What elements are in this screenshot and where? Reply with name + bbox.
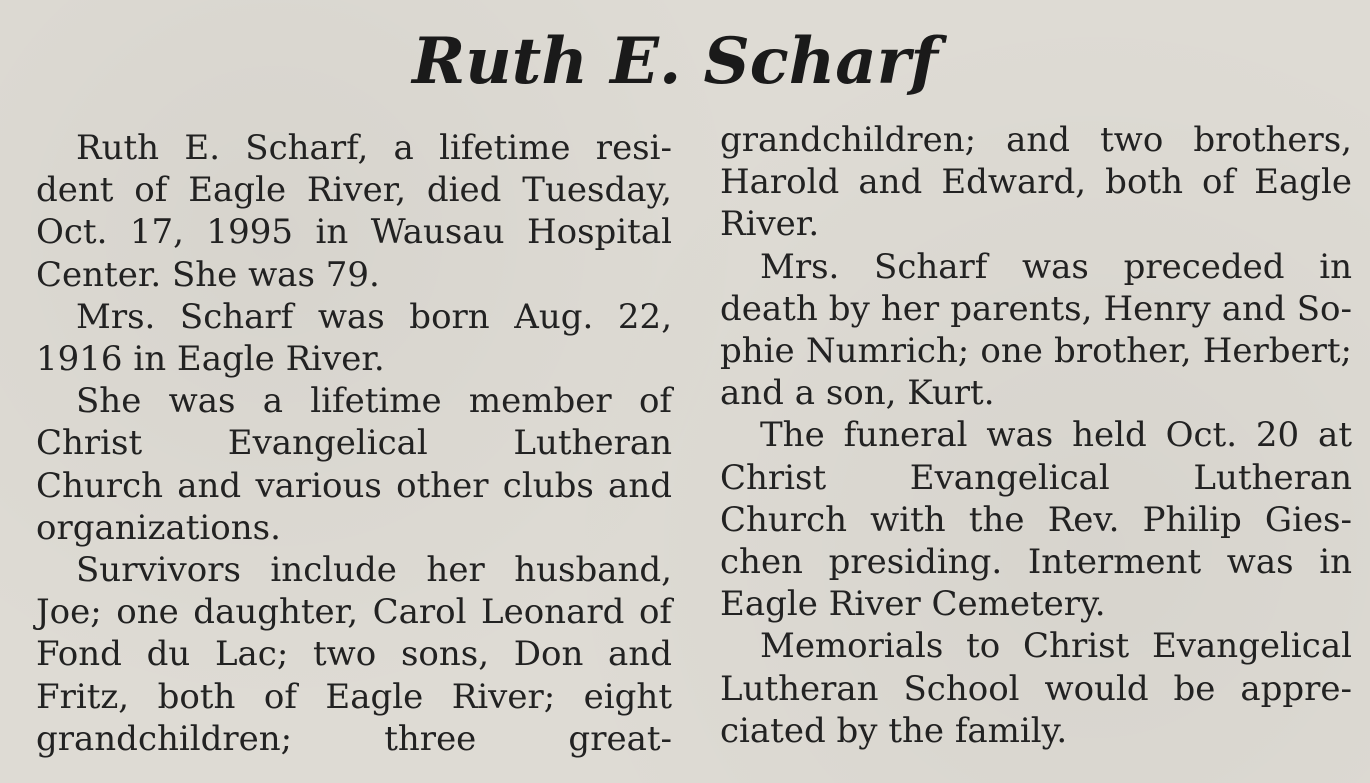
text-line: death by her parents, Henry and So- [720, 288, 1352, 329]
text-line: grandchildren; and two brothers, [720, 120, 1352, 160]
left-column [36, 127, 672, 760]
obituary-headline: Ruth E. Scharf [412, 24, 938, 99]
text-line: Ruth E. Scharf, a lifetime resi- [76, 128, 672, 168]
text-line: ciated by the family. [720, 710, 1068, 751]
text-line: Mrs. Scharf was born Aug. 22, [76, 296, 672, 337]
text-line: Christ Evangelical Lutheran [36, 423, 672, 464]
text-line: Center. She was 79. [36, 254, 380, 295]
text-line: Mrs. Scharf was preceded in [760, 246, 1352, 287]
text-line: dent of Eagle River, died Tuesday, [36, 170, 672, 211]
text-line: Fritz, both of Eagle River; eight [36, 676, 672, 717]
text-line: and a son, Kurt. [720, 373, 995, 414]
text-line: grandchildren; three great- [36, 718, 672, 759]
text-line: Oct. 17, 1995 in Wausau Hospital [36, 212, 672, 253]
text-line: Christ Evangelical Lutheran [720, 457, 1352, 498]
text-line: Memorials to Christ Evangelical [760, 626, 1352, 667]
text-line: phie Numrich; one brother, Herbert; [720, 331, 1352, 372]
text-line: Lutheran School would be appre- [720, 668, 1352, 709]
text-line: Harold and Edward, both of Eagle [720, 162, 1352, 203]
text-line: chen presiding. Interment was in [720, 542, 1352, 583]
text-line: Church with the Rev. Philip Gies- [720, 499, 1352, 540]
text-line: 1916 in Eagle River. [36, 339, 385, 380]
text-line: Eagle River Cemetery. [720, 584, 1106, 625]
text-line: Survivors include her husband, [76, 550, 672, 591]
text-line: Church and various other clubs and [36, 465, 672, 506]
text-line: The funeral was held Oct. 20 at [760, 415, 1352, 456]
text-line: She was a lifetime member of [76, 381, 672, 422]
text-line: organizations. [36, 507, 281, 548]
text-line: River. [720, 204, 820, 245]
text-line: Joe; one daughter, Carol Leonard of [36, 592, 672, 633]
text-line: Fond du Lac; two sons, Don and [36, 634, 672, 675]
right-column [720, 119, 1352, 752]
